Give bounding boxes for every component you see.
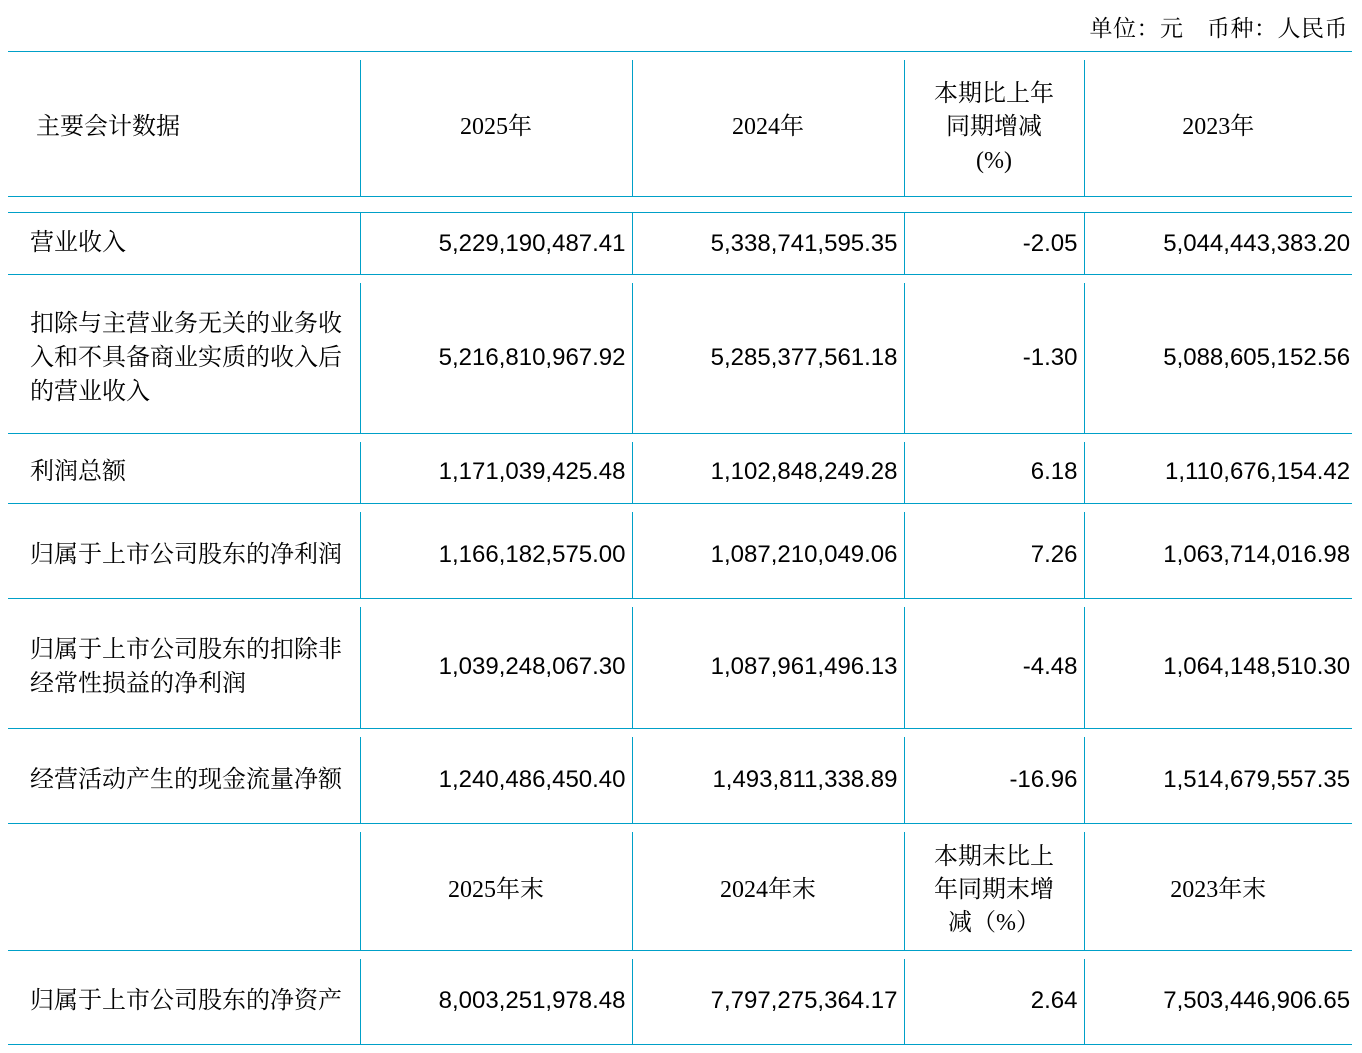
row-operating-cash-flow-2025: 1,240,486,450.40: [360, 737, 632, 823]
row-total-profit-change: 6.18: [904, 442, 1084, 504]
table-top-rule: [8, 52, 1352, 61]
row-net-profit-change: 7.26: [904, 512, 1084, 598]
subheader-year-end-2023: 2023年末: [1084, 832, 1352, 951]
unit-note: 单位：元 币种：人民币: [0, 0, 1362, 51]
row-adjusted-revenue-2023: 5,088,605,152.56: [1084, 283, 1352, 433]
row-net-profit-2024: 1,087,210,049.06: [632, 512, 904, 598]
row-operating-cash-flow-2023: 1,514,679,557.35: [1084, 737, 1352, 823]
subheader-yoy-change-line2: 年同期末增: [913, 874, 1076, 907]
row-rule: [8, 729, 1352, 738]
header-main-accounting-data: 主要会计数据: [8, 60, 360, 197]
subheader-year-end-2025: 2025年末: [360, 832, 632, 951]
subheader-yoy-change-line3: 减（%）: [913, 907, 1076, 940]
table-subheader-row: [8, 832, 1352, 951]
subheader-yoy-change-line1: 本期末比上: [913, 841, 1076, 874]
row-label-net-profit-deducted: 归属于上市公司股东的扣除非经常性损益的净利润: [8, 607, 360, 729]
row-adjusted-revenue-2024: 5,285,377,561.18: [632, 283, 904, 433]
header-year-2025: 2025年: [360, 60, 632, 197]
table-row: [8, 283, 1352, 433]
financial-summary-table: [8, 51, 1352, 1053]
row-rule: [8, 823, 1352, 832]
row-rule: [8, 598, 1352, 607]
row-revenue-2023: 5,044,443,383.20: [1084, 213, 1352, 275]
row-label-operating-cash-flow: 经营活动产生的现金流量净额: [8, 737, 360, 823]
row-net-assets-change: 2.64: [904, 959, 1084, 1045]
row-net-profit-2025: 1,166,182,575.00: [360, 512, 632, 598]
table-row: [8, 737, 1352, 823]
header-year-2024: 2024年: [632, 60, 904, 197]
row-adjusted-revenue-2025: 5,216,810,967.92: [360, 283, 632, 433]
row-total-profit-2025: 1,171,039,425.48: [360, 442, 632, 504]
row-rule: [8, 433, 1352, 442]
row-label-net-profit: 归属于上市公司股东的净利润: [8, 512, 360, 598]
row-revenue-change: -2.05: [904, 213, 1084, 275]
row-net-profit-2023: 1,063,714,016.98: [1084, 512, 1352, 598]
table-row: [8, 213, 1352, 275]
header-yoy-change-line3: (%): [913, 145, 1076, 178]
row-rule: [8, 1045, 1352, 1053]
row-operating-cash-flow-change: -16.96: [904, 737, 1084, 823]
row-total-profit-2023: 1,110,676,154.42: [1084, 442, 1352, 504]
row-net-profit-deducted-2023: 1,064,148,510.30: [1084, 607, 1352, 729]
header-yoy-change-line1: 本期比上年: [913, 78, 1076, 111]
row-total-profit-2024: 1,102,848,249.28: [632, 442, 904, 504]
row-adjusted-revenue-change: -1.30: [904, 283, 1084, 433]
table-row: [8, 959, 1352, 1045]
header-yoy-change: [904, 60, 1084, 197]
subheader-yoy-change-end: [904, 832, 1084, 951]
header-separator-rule: [8, 197, 1352, 213]
row-revenue-2025: 5,229,190,487.41: [360, 213, 632, 275]
row-revenue-2024: 5,338,741,595.35: [632, 213, 904, 275]
row-net-profit-deducted-2025: 1,039,248,067.30: [360, 607, 632, 729]
row-net-assets-2023: 7,503,446,906.65: [1084, 959, 1352, 1045]
row-label-net-assets: 归属于上市公司股东的净资产: [8, 959, 360, 1045]
row-rule: [8, 950, 1352, 959]
row-net-assets-2024: 7,797,275,364.17: [632, 959, 904, 1045]
table-row: [8, 442, 1352, 504]
row-operating-cash-flow-2024: 1,493,811,338.89: [632, 737, 904, 823]
row-rule: [8, 275, 1352, 284]
row-label-adjusted-revenue: 扣除与主营业务无关的业务收入和不具备商业实质的收入后的营业收入: [8, 283, 360, 433]
table-row: [8, 607, 1352, 729]
table-header-row: [8, 60, 1352, 197]
subheader-year-end-2024: 2024年末: [632, 832, 904, 951]
subheader-empty: [8, 832, 360, 951]
row-label-total-profit: 利润总额: [8, 442, 360, 504]
header-yoy-change-line2: 同期增减: [913, 111, 1076, 144]
row-rule: [8, 504, 1352, 513]
header-year-2023: 2023年: [1084, 60, 1352, 197]
row-net-assets-2025: 8,003,251,978.48: [360, 959, 632, 1045]
row-label-revenue: 营业收入: [8, 213, 360, 275]
row-net-profit-deducted-change: -4.48: [904, 607, 1084, 729]
row-net-profit-deducted-2024: 1,087,961,496.13: [632, 607, 904, 729]
table-row: [8, 512, 1352, 598]
